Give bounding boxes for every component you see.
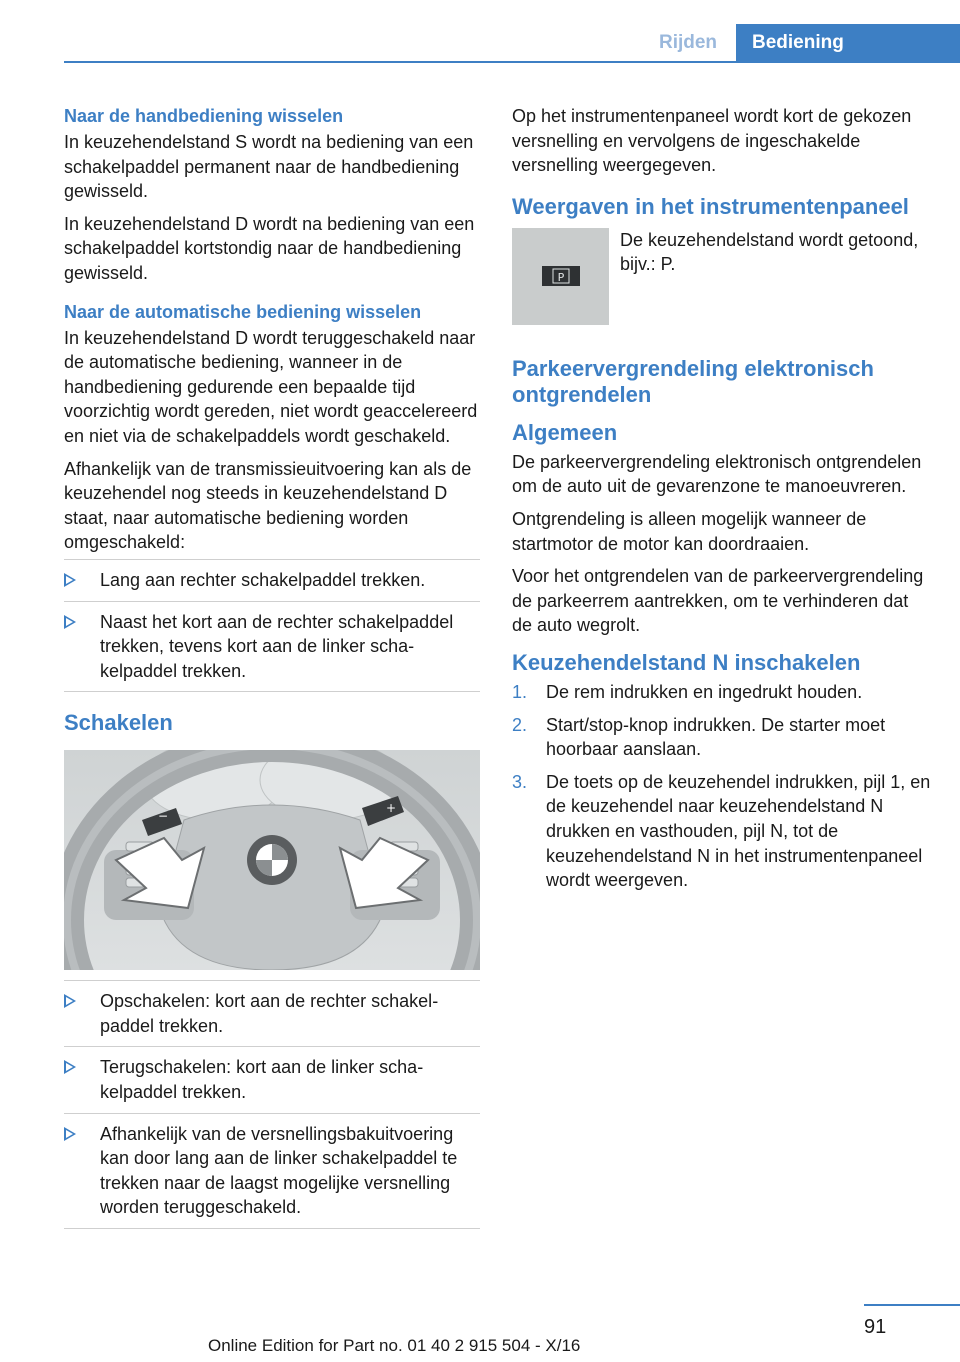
header-rule bbox=[64, 61, 960, 63]
paragraph: In keuzehendelstand D wordt na bediening van een schakelpaddel kortstondig naar de handbediening gewisseld. bbox=[64, 213, 475, 283]
heading-schakelen: Schakelen bbox=[64, 710, 173, 736]
bullet-list bbox=[64, 559, 480, 692]
triangle-bullet-icon bbox=[64, 615, 76, 629]
paragraph: Voor het ontgrendelen van de parkeervergrendeling de parkeerrem aantrekken, om te verhinderen dat de auto wegrolt. bbox=[512, 566, 924, 636]
page-number: 91 bbox=[864, 1316, 887, 1338]
paragraph: In keuzehendelstand D wordt teruggeschakeld naar de automatische bediening, wanneer in de handbediening gedurende een bepaalde tijd voorzichtig wordt gereden, niet wordt geaccelereerd en niet via de schakelpaddels wordt geschakeld. bbox=[64, 327, 478, 446]
triangle-bullet-icon bbox=[64, 573, 76, 587]
paragraph: De keuzehendelstand wordt getoond, bijv.: P. bbox=[620, 229, 919, 275]
triangle-bullet-icon bbox=[64, 994, 76, 1008]
bullet-list bbox=[64, 980, 480, 1229]
heading-handbediening: Naar de handbediening wisselen bbox=[64, 106, 344, 126]
numbered-list bbox=[512, 680, 932, 901]
paragraph: In keuzehendelstand S wordt na bediening van een schakelpaddel permanent naar de handbediening gewisseld. bbox=[64, 132, 474, 202]
triangle-bullet-icon bbox=[64, 1060, 76, 1074]
heading-automatische-bediening: Naar de automatische bediening wisselen bbox=[64, 301, 422, 322]
list-item: Terugschakelen: kort aan de linker schakelpaddel trekken. bbox=[64, 1046, 480, 1112]
paragraph: Ontgrendeling is alleen mogelijk wanneer de startmotor de motor kan doordraaien. bbox=[512, 508, 867, 554]
list-item: 2. Start/stop-knop indrukken. De starter moet hoorbaar aanslaan. bbox=[512, 714, 886, 760]
list-item: Lang aan rechter schakelpaddel trekken. bbox=[64, 559, 480, 601]
heading-weergaven: Weergaven in het instrumentenpaneel bbox=[512, 193, 909, 219]
footer-rule bbox=[864, 1304, 960, 1306]
steering-wheel-paddles-image bbox=[64, 750, 480, 970]
svg-text:−: − bbox=[158, 809, 169, 824]
list-item: 3. De toets op de keuzehendel indrukken, pijl 1, en de keuzehendel naar keuzehendelstand N drukken en vasthouden, pijl N, tot de keuzehendelstand N in het instrumentenpaneel wordt weergeven. bbox=[512, 771, 931, 891]
list-item: Opschakelen: kort aan de rechter schakelpaddel trekken. bbox=[64, 980, 480, 1046]
list-item: 1. De rem indrukken en ingedrukt houden. bbox=[512, 681, 863, 702]
paragraph: Afhankelijk van de transmissieuitvoering kan als de keuzehendel nog steeds in keuzehendelstand D staat, naar automatische bediening worden omgeschakeld: bbox=[64, 458, 472, 553]
paragraph: Op het instrumentenpaneel wordt kort de gekozen versnelling en vervolgens de ingeschakelde versnelling weergegeven. bbox=[512, 106, 912, 176]
heading-algemeen: Algemeen bbox=[512, 419, 618, 445]
heading-keuzehendelstand-n: Keuzehendelstand N inschakelen bbox=[512, 649, 861, 675]
list-item: Afhankelijk van de versnellingsbakuitvoering kan door lang aan de linker schakelpaddel te trekken naar de laagst mogelijke versnelling worden teruggeschakeld. bbox=[64, 1113, 480, 1229]
heading-parkeervergrendeling: Parkeervergrendeling elektronisch ontgrendelen bbox=[512, 355, 874, 407]
tab-rijden[interactable]: Rijden bbox=[658, 32, 718, 53]
svg-text:+: + bbox=[386, 801, 397, 816]
footer-edition: Online Edition for Part no. 01 40 2 915 504 - X/16 bbox=[208, 1336, 581, 1355]
paragraph: De parkeervergrendeling elektronisch ontgrendelen om de auto uit de gevarenzone te manoeuvreren. bbox=[512, 451, 922, 497]
display-example bbox=[512, 228, 932, 338]
instrument-display-image bbox=[512, 228, 609, 325]
left-column bbox=[64, 104, 480, 1229]
display-letter: P bbox=[557, 270, 565, 284]
right-column bbox=[512, 104, 932, 901]
list-item: Naast het kort aan de rechter schakelpaddel trekken, tevens kort aan de linker schakelpaddel trekken. bbox=[64, 601, 480, 693]
tab-bediening[interactable]: Bediening bbox=[736, 24, 960, 62]
triangle-bullet-icon bbox=[64, 1127, 76, 1141]
